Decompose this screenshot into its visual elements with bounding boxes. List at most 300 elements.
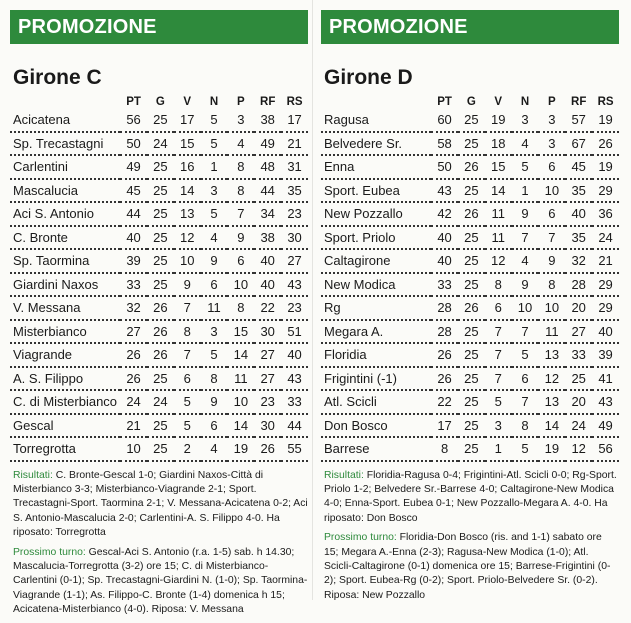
promozione-banner bbox=[10, 10, 308, 44]
stat-cell: 26 bbox=[147, 343, 174, 367]
stat-cell: 7 bbox=[512, 226, 539, 250]
stat-cell: 12 bbox=[485, 249, 512, 273]
stat-cell: 9 bbox=[174, 273, 201, 297]
stat-cell: 10 bbox=[174, 249, 201, 273]
stat-cell: 50 bbox=[120, 132, 147, 156]
stat-cell: 19 bbox=[485, 109, 512, 132]
stat-cell: 7 bbox=[227, 202, 254, 226]
stat-cell: 28 bbox=[431, 296, 458, 320]
table-row bbox=[10, 414, 308, 438]
banner-label: PROMOZIONE bbox=[329, 15, 468, 38]
stat-cell: 43 bbox=[592, 390, 619, 414]
column-header: RS bbox=[597, 95, 614, 108]
stat-cell: 31 bbox=[281, 155, 308, 179]
results-paragraph bbox=[13, 469, 308, 541]
stat-cell: 12 bbox=[565, 437, 592, 461]
table-row bbox=[321, 132, 619, 156]
stat-cell: 25 bbox=[458, 343, 485, 367]
column-separator bbox=[312, 0, 313, 600]
stat-cell: 25 bbox=[458, 109, 485, 132]
stat-cell: 26 bbox=[431, 367, 458, 391]
stat-cell: 8 bbox=[538, 273, 565, 297]
standings-table bbox=[10, 94, 308, 462]
stat-cell: 49 bbox=[254, 132, 281, 156]
stat-cell: 19 bbox=[592, 155, 619, 179]
stat-cell: 6 bbox=[485, 296, 512, 320]
table-row bbox=[321, 296, 619, 320]
stat-cell: 8 bbox=[227, 296, 254, 320]
stat-cell: 14 bbox=[227, 343, 254, 367]
results-text: C. Bronte-Gescal 1-0; Giardini Naxos-Città di Misterbianco 3-3; Misterbianco-Viagrande 2-1; Sport. Trecastagni-Sport. Taormina 2-1; V. Messana-Acicatena 0-2; Aci S. Antonio-Mascalucia 2-0; Carlentini-A. S. Filippo 4-0. Ha riposato: Torregrotta bbox=[13, 469, 308, 539]
column-header: RF bbox=[260, 95, 276, 108]
team-name: C. Bronte bbox=[10, 226, 120, 250]
team-name: Aci S. Antonio bbox=[10, 202, 120, 226]
standings-table bbox=[321, 94, 619, 462]
table-row bbox=[10, 296, 308, 320]
stat-cell: 25 bbox=[147, 249, 174, 273]
team-name: Carlentini bbox=[10, 155, 120, 179]
stat-cell: 40 bbox=[592, 320, 619, 344]
stat-cell: 5 bbox=[485, 390, 512, 414]
stat-cell: 24 bbox=[592, 226, 619, 250]
stat-cell: 50 bbox=[431, 155, 458, 179]
stat-cell: 5 bbox=[512, 155, 539, 179]
stat-cell: 30 bbox=[254, 320, 281, 344]
stat-cell: 38 bbox=[254, 109, 281, 132]
stat-cell: 24 bbox=[147, 132, 174, 156]
stat-cell: 27 bbox=[254, 367, 281, 391]
stat-cell: 21 bbox=[120, 414, 147, 438]
team-name: Mascalucia bbox=[10, 179, 120, 203]
stat-cell: 60 bbox=[431, 109, 458, 132]
table-header bbox=[321, 94, 619, 109]
stat-cell: 35 bbox=[565, 226, 592, 250]
stat-cell: 32 bbox=[120, 296, 147, 320]
stat-cell: 32 bbox=[565, 249, 592, 273]
stat-cell: 19 bbox=[592, 109, 619, 132]
table-row bbox=[10, 343, 308, 367]
stat-cell: 25 bbox=[147, 202, 174, 226]
stat-cell: 25 bbox=[458, 367, 485, 391]
stat-cell: 9 bbox=[538, 249, 565, 273]
results-text: Floridia-Ragusa 0-4; Frigintini-Atl. Scicli 0-0; Rg-Sport. Priolo 1-2; Belvedere Sr.-Barrese 4-0; Caltagirone-New Modica 4-0; Enna-Sport. Eubea 0-1; New Pozzallo-Megara A. 4-0. Ha riposato: Don Bosco bbox=[324, 469, 617, 524]
stat-cell: 27 bbox=[120, 320, 147, 344]
stat-cell: 9 bbox=[512, 273, 539, 297]
table-row bbox=[10, 226, 308, 250]
team-name: Barrese bbox=[321, 437, 431, 461]
table-row bbox=[321, 273, 619, 297]
stat-cell: 26 bbox=[120, 367, 147, 391]
stat-cell: 11 bbox=[485, 226, 512, 250]
stat-cell: 17 bbox=[431, 414, 458, 438]
team-name: Belvedere Sr. bbox=[321, 132, 431, 156]
stat-cell: 19 bbox=[227, 437, 254, 461]
stat-cell: 26 bbox=[147, 296, 174, 320]
stat-cell: 3 bbox=[538, 132, 565, 156]
table-row bbox=[321, 367, 619, 391]
banner-label: PROMOZIONE bbox=[18, 15, 157, 38]
stat-cell: 1 bbox=[201, 155, 228, 179]
table-row bbox=[321, 437, 619, 461]
group-title: Girone D bbox=[324, 66, 413, 89]
stat-cell: 6 bbox=[201, 414, 228, 438]
stat-cell: 11 bbox=[538, 320, 565, 344]
column-header: PT bbox=[437, 95, 452, 108]
stat-cell: 5 bbox=[201, 109, 228, 132]
stat-cell: 5 bbox=[512, 437, 539, 461]
stat-cell: 26 bbox=[458, 202, 485, 226]
stat-cell: 11 bbox=[227, 367, 254, 391]
stat-cell: 8 bbox=[485, 273, 512, 297]
stat-cell: 1 bbox=[485, 437, 512, 461]
stat-cell: 19 bbox=[538, 437, 565, 461]
column-header: N bbox=[520, 95, 530, 108]
stat-cell: 17 bbox=[281, 109, 308, 132]
stat-cell: 3 bbox=[512, 109, 539, 132]
stat-cell: 10 bbox=[538, 296, 565, 320]
stat-cell: 21 bbox=[281, 132, 308, 156]
stat-cell: 39 bbox=[592, 343, 619, 367]
stat-cell: 25 bbox=[147, 155, 174, 179]
stat-cell: 16 bbox=[174, 155, 201, 179]
stat-cell: 6 bbox=[512, 367, 539, 391]
table-row bbox=[321, 109, 619, 132]
column-header: V bbox=[494, 95, 503, 108]
stat-cell: 13 bbox=[538, 390, 565, 414]
stat-cell: 27 bbox=[281, 249, 308, 273]
table-row bbox=[10, 109, 308, 132]
stat-cell: 9 bbox=[201, 249, 228, 273]
stat-cell: 40 bbox=[431, 226, 458, 250]
table-row bbox=[10, 155, 308, 179]
stat-cell: 39 bbox=[120, 249, 147, 273]
stat-cell: 40 bbox=[120, 226, 147, 250]
team-name: Caltagirone bbox=[321, 249, 431, 273]
stat-cell: 33 bbox=[281, 390, 308, 414]
stat-cell: 25 bbox=[147, 414, 174, 438]
stat-cell: 26 bbox=[431, 343, 458, 367]
stat-cell: 18 bbox=[485, 132, 512, 156]
stat-cell: 25 bbox=[147, 179, 174, 203]
stat-cell: 14 bbox=[538, 414, 565, 438]
stat-cell: 12 bbox=[538, 367, 565, 391]
stat-cell: 4 bbox=[227, 132, 254, 156]
stat-cell: 25 bbox=[458, 390, 485, 414]
stat-cell: 10 bbox=[538, 179, 565, 203]
team-name: A. S. Filippo bbox=[10, 367, 120, 391]
stat-cell: 3 bbox=[201, 320, 228, 344]
stat-cell: 26 bbox=[458, 296, 485, 320]
stat-cell: 6 bbox=[201, 273, 228, 297]
stat-cell: 35 bbox=[565, 179, 592, 203]
stat-cell: 2 bbox=[174, 437, 201, 461]
stat-cell: 25 bbox=[458, 249, 485, 273]
team-name: Floridia bbox=[321, 343, 431, 367]
next-round-text: Gescal-Aci S. Antonio (r.a. 1-5) sab. h 14.30; Mascalucia-Torregrotta (3-2) ore 15; C. di Misterbianco-Carlentini (0-1); Sp. Trecastagni-Giardini N. (1-0); Sp. Taormina-Viagrande (1-1); As. Filippo-C. Bronte (1-4) domenica h 15; Acicatena-Misterbianco (4-0). Riposa: V. Messana bbox=[13, 546, 308, 616]
next-round-label: Prossimo turno: bbox=[13, 546, 86, 558]
stat-cell: 7 bbox=[485, 367, 512, 391]
stat-cell: 17 bbox=[174, 109, 201, 132]
team-name: Sport. Eubea bbox=[321, 179, 431, 203]
stat-cell: 7 bbox=[485, 343, 512, 367]
team-name: C. di Misterbianco bbox=[10, 390, 120, 414]
stat-cell: 8 bbox=[201, 367, 228, 391]
stat-cell: 30 bbox=[281, 226, 308, 250]
team-name: V. Messana bbox=[10, 296, 120, 320]
stat-cell: 44 bbox=[281, 414, 308, 438]
stat-cell: 4 bbox=[201, 226, 228, 250]
table-row bbox=[10, 437, 308, 461]
stat-cell: 21 bbox=[592, 249, 619, 273]
table-row bbox=[10, 202, 308, 226]
stat-cell: 8 bbox=[227, 179, 254, 203]
team-name: Sp. Taormina bbox=[10, 249, 120, 273]
table-row bbox=[321, 249, 619, 273]
stat-cell: 10 bbox=[227, 390, 254, 414]
stat-cell: 13 bbox=[174, 202, 201, 226]
stat-cell: 12 bbox=[174, 226, 201, 250]
match-notes bbox=[10, 469, 308, 618]
stat-cell: 40 bbox=[281, 343, 308, 367]
stat-cell: 38 bbox=[254, 226, 281, 250]
stat-cell: 22 bbox=[431, 390, 458, 414]
stat-cell: 6 bbox=[538, 202, 565, 226]
stat-cell: 7 bbox=[538, 226, 565, 250]
next-round-label: Prossimo turno: bbox=[324, 532, 397, 544]
team-name: New Pozzallo bbox=[321, 202, 431, 226]
stat-cell: 5 bbox=[174, 390, 201, 414]
table-row bbox=[10, 249, 308, 273]
table-row bbox=[10, 320, 308, 344]
stat-cell: 10 bbox=[227, 273, 254, 297]
column-header: G bbox=[155, 95, 165, 108]
next-round-text: Floridia-Don Bosco (ris. and 1-1) sabato ore 15; Megara A.-Enna (2-3); Ragusa-New Modica (1-0); Atl. Scicli-Caltagirone (0-1) domenica ore 15; Barrese-Frigintini (0-2); Sport. Eubea-Rg (0-2); Sport. Priolo-Belvedere Sr. (0-2). Riposa: New Pozzallo bbox=[324, 532, 611, 601]
stat-cell: 15 bbox=[227, 320, 254, 344]
stat-cell: 26 bbox=[254, 437, 281, 461]
results-label: Risultati: bbox=[324, 469, 364, 481]
team-name: Ragusa bbox=[321, 109, 431, 132]
stat-cell: 25 bbox=[458, 132, 485, 156]
team-name: Acicatena bbox=[10, 109, 120, 132]
stat-cell: 26 bbox=[147, 320, 174, 344]
team-name: Gescal bbox=[10, 414, 120, 438]
stat-cell: 67 bbox=[565, 132, 592, 156]
column-header: P bbox=[548, 95, 556, 108]
stat-cell: 42 bbox=[431, 202, 458, 226]
stat-cell: 8 bbox=[431, 437, 458, 461]
stat-cell: 5 bbox=[201, 202, 228, 226]
stat-cell: 14 bbox=[174, 179, 201, 203]
stat-cell: 25 bbox=[565, 367, 592, 391]
team-name: New Modica bbox=[321, 273, 431, 297]
stat-cell: 9 bbox=[512, 202, 539, 226]
stat-cell: 5 bbox=[512, 343, 539, 367]
table-body bbox=[10, 109, 308, 461]
stat-cell: 25 bbox=[458, 179, 485, 203]
table-row bbox=[321, 155, 619, 179]
stat-cell: 40 bbox=[565, 202, 592, 226]
stat-cell: 24 bbox=[120, 390, 147, 414]
stat-cell: 26 bbox=[592, 132, 619, 156]
stat-cell: 14 bbox=[485, 179, 512, 203]
stat-cell: 24 bbox=[147, 390, 174, 414]
stat-cell: 5 bbox=[201, 132, 228, 156]
stat-cell: 43 bbox=[281, 367, 308, 391]
table-row bbox=[321, 320, 619, 344]
stat-cell: 8 bbox=[174, 320, 201, 344]
table-row bbox=[321, 343, 619, 367]
stat-cell: 23 bbox=[281, 202, 308, 226]
stat-cell: 24 bbox=[565, 414, 592, 438]
stat-cell: 27 bbox=[565, 320, 592, 344]
table-row bbox=[321, 390, 619, 414]
stat-cell: 20 bbox=[565, 390, 592, 414]
table-row bbox=[321, 202, 619, 226]
stat-cell: 25 bbox=[147, 226, 174, 250]
table-header bbox=[10, 94, 308, 109]
stat-cell: 6 bbox=[538, 155, 565, 179]
stat-cell: 25 bbox=[458, 226, 485, 250]
stat-cell: 44 bbox=[120, 202, 147, 226]
column-header: PT bbox=[126, 95, 141, 108]
stat-cell: 8 bbox=[227, 155, 254, 179]
stat-cell: 9 bbox=[227, 226, 254, 250]
table-row bbox=[10, 367, 308, 391]
stat-cell: 3 bbox=[485, 414, 512, 438]
stat-cell: 58 bbox=[431, 132, 458, 156]
stat-cell: 6 bbox=[174, 367, 201, 391]
stat-cell: 5 bbox=[174, 414, 201, 438]
stat-cell: 15 bbox=[174, 132, 201, 156]
stat-cell: 4 bbox=[512, 132, 539, 156]
stat-cell: 11 bbox=[201, 296, 228, 320]
stat-cell: 7 bbox=[174, 296, 201, 320]
column-header: RS bbox=[286, 95, 303, 108]
stat-cell: 8 bbox=[512, 414, 539, 438]
stat-cell: 15 bbox=[485, 155, 512, 179]
stat-cell: 25 bbox=[458, 437, 485, 461]
team-name: Viagrande bbox=[10, 343, 120, 367]
stat-cell: 29 bbox=[592, 296, 619, 320]
table-row bbox=[321, 226, 619, 250]
girone-d-section bbox=[321, 10, 619, 608]
team-name: Atl. Scicli bbox=[321, 390, 431, 414]
column-header: P bbox=[237, 95, 245, 108]
stat-cell: 3 bbox=[227, 109, 254, 132]
stat-cell: 33 bbox=[431, 273, 458, 297]
team-name: Megara A. bbox=[321, 320, 431, 344]
stat-cell: 49 bbox=[120, 155, 147, 179]
stat-cell: 6 bbox=[227, 249, 254, 273]
stat-cell: 35 bbox=[281, 179, 308, 203]
table-row bbox=[10, 179, 308, 203]
group-title: Girone C bbox=[13, 66, 102, 89]
stat-cell: 41 bbox=[592, 367, 619, 391]
stat-cell: 7 bbox=[512, 390, 539, 414]
stat-cell: 57 bbox=[565, 109, 592, 132]
table-row bbox=[321, 179, 619, 203]
stat-cell: 3 bbox=[201, 179, 228, 203]
team-name: Misterbianco bbox=[10, 320, 120, 344]
team-name: Frigintini (-1) bbox=[321, 367, 431, 391]
team-name: Torregrotta bbox=[10, 437, 120, 461]
stat-cell: 25 bbox=[458, 273, 485, 297]
stat-cell: 56 bbox=[120, 109, 147, 132]
stat-cell: 3 bbox=[538, 109, 565, 132]
stat-cell: 27 bbox=[254, 343, 281, 367]
match-notes bbox=[321, 469, 619, 604]
team-name: Don Bosco bbox=[321, 414, 431, 438]
stat-cell: 11 bbox=[485, 202, 512, 226]
stat-cell: 13 bbox=[538, 343, 565, 367]
next-round-paragraph bbox=[13, 546, 308, 618]
stat-cell: 5 bbox=[201, 343, 228, 367]
stat-cell: 29 bbox=[592, 179, 619, 203]
results-paragraph bbox=[324, 469, 619, 527]
table-body bbox=[321, 109, 619, 461]
column-header: V bbox=[183, 95, 192, 108]
column-header: RF bbox=[571, 95, 587, 108]
team-name: Rg bbox=[321, 296, 431, 320]
stat-cell: 20 bbox=[565, 296, 592, 320]
stat-cell: 7 bbox=[485, 320, 512, 344]
team-name: Sport. Priolo bbox=[321, 226, 431, 250]
stat-cell: 33 bbox=[565, 343, 592, 367]
stat-cell: 34 bbox=[254, 202, 281, 226]
stat-cell: 40 bbox=[431, 249, 458, 273]
stat-cell: 43 bbox=[281, 273, 308, 297]
table-row bbox=[10, 273, 308, 297]
stat-cell: 25 bbox=[147, 437, 174, 461]
table-row bbox=[10, 132, 308, 156]
stat-cell: 4 bbox=[512, 249, 539, 273]
team-name: Giardini Naxos bbox=[10, 273, 120, 297]
girone-c-section bbox=[10, 10, 308, 623]
team-name: Sp. Trecastagni bbox=[10, 132, 120, 156]
stat-cell: 49 bbox=[592, 414, 619, 438]
stat-cell: 9 bbox=[201, 390, 228, 414]
stat-cell: 30 bbox=[254, 414, 281, 438]
next-round-paragraph bbox=[324, 531, 619, 603]
stat-cell: 29 bbox=[592, 273, 619, 297]
column-header: G bbox=[466, 95, 476, 108]
table-row bbox=[321, 414, 619, 438]
stat-cell: 25 bbox=[147, 109, 174, 132]
stat-cell: 36 bbox=[592, 202, 619, 226]
column-header: N bbox=[209, 95, 219, 108]
stat-cell: 10 bbox=[512, 296, 539, 320]
stat-cell: 48 bbox=[254, 155, 281, 179]
stat-cell: 51 bbox=[281, 320, 308, 344]
stat-cell: 26 bbox=[458, 155, 485, 179]
stat-cell: 44 bbox=[254, 179, 281, 203]
stat-cell: 25 bbox=[458, 414, 485, 438]
stat-cell: 56 bbox=[592, 437, 619, 461]
stat-cell: 23 bbox=[281, 296, 308, 320]
stat-cell: 14 bbox=[227, 414, 254, 438]
stat-cell: 45 bbox=[120, 179, 147, 203]
stat-cell: 40 bbox=[254, 273, 281, 297]
stat-cell: 26 bbox=[120, 343, 147, 367]
table-row bbox=[10, 390, 308, 414]
stat-cell: 4 bbox=[201, 437, 228, 461]
stat-cell: 7 bbox=[512, 320, 539, 344]
stat-cell: 43 bbox=[431, 179, 458, 203]
stat-cell: 7 bbox=[174, 343, 201, 367]
stat-cell: 55 bbox=[281, 437, 308, 461]
results-label: Risultati: bbox=[13, 469, 53, 481]
stat-cell: 10 bbox=[120, 437, 147, 461]
